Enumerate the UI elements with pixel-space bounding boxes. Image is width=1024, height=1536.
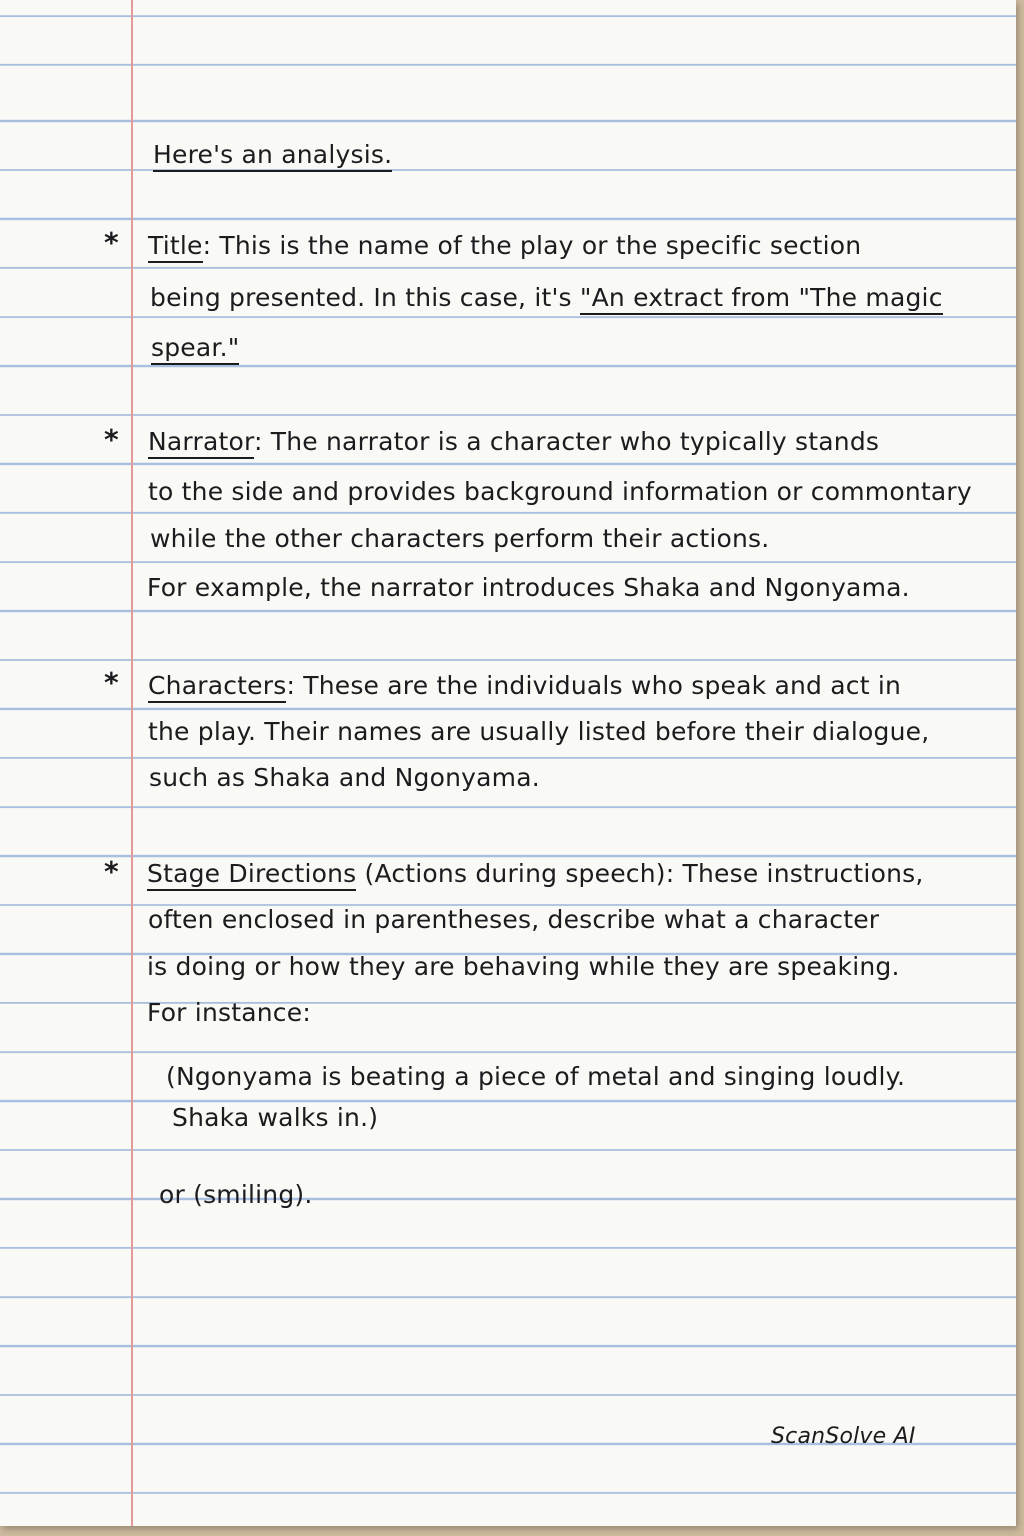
item-term: Title <box>148 231 203 263</box>
item-stage-directions-line-2 <box>148 905 879 935</box>
item-text: For instance: <box>147 998 311 1027</box>
item-text: For example, the narrator introduces Shaka and Ngonyama. <box>147 573 910 602</box>
scansolve-watermark: ScanSolve AI <box>771 1424 916 1449</box>
bullet-marker: * <box>104 666 119 699</box>
bullet-marker: * <box>104 423 119 456</box>
item-term: Narrator <box>148 427 254 459</box>
item-term: Characters <box>148 671 286 703</box>
item-text: : These are the individuals who speak and act in <box>286 671 902 700</box>
item-text: often enclosed in parentheses, describe what a character <box>148 905 880 934</box>
item-term: Stage Directions <box>147 859 356 891</box>
alternative-example: or (smiling). <box>159 1180 313 1209</box>
item-text: the play. Their names are usually listed before their dialogue, <box>148 717 930 746</box>
example-line-2: Shaka walks in.) <box>172 1103 379 1132</box>
item-stage-directions-line-3 <box>147 952 900 982</box>
item-text: to the side and provides background information or commontary <box>148 477 972 506</box>
bullet-marker: * <box>104 226 119 259</box>
item-text: is doing or how they are behaving while they are speaking. <box>147 952 900 981</box>
intro-text: Here's an analysis. <box>153 140 392 172</box>
item-title-line-1 <box>148 231 861 261</box>
intro-heading <box>153 140 392 170</box>
quoted-title-end: spear." <box>151 333 239 365</box>
item-narrator-line-1 <box>148 427 879 457</box>
bullet-marker: * <box>104 855 119 888</box>
item-narrator-line-3 <box>150 524 769 554</box>
item-text: while the other characters perform their actions. <box>150 524 770 553</box>
margin-line <box>131 0 133 1526</box>
item-stage-directions-line-4 <box>147 998 311 1028</box>
example-line-1: (Ngonyama is beating a piece of metal and singing loudly. <box>166 1062 906 1091</box>
quoted-title: "An extract from "The magic <box>580 283 943 315</box>
item-characters-line-2 <box>148 717 929 747</box>
item-narrator-line-2 <box>148 477 972 507</box>
item-text: : This is the name of the play or the specific section <box>202 231 862 260</box>
item-characters-line-3 <box>149 763 540 793</box>
item-text: (Actions during speech): These instructions, <box>356 859 924 888</box>
item-text: such as Shaka and Ngonyama. <box>149 763 540 792</box>
item-text: : The narrator is a character who typically stands <box>254 427 880 456</box>
item-stage-directions-line-1 <box>147 859 924 889</box>
item-narrator-line-4 <box>147 573 910 603</box>
item-characters-line-1 <box>148 671 901 701</box>
item-text: being presented. In this case, it's <box>150 283 580 312</box>
item-title-line-2 <box>150 283 943 313</box>
item-title-line-3 <box>151 333 239 363</box>
